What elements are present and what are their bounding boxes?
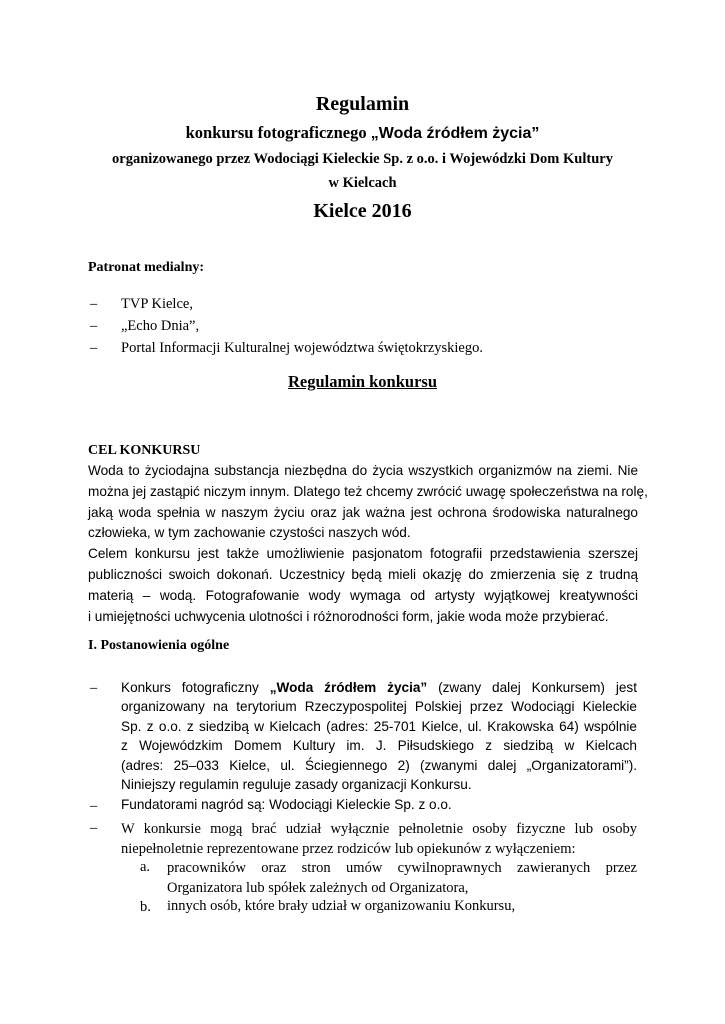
organizer-line-1: organizowanego przez Wodociągi Kieleckie Sp. z o.o. i Wojewódzki Dom Kultury [112, 151, 613, 167]
list-dash: – [90, 296, 98, 312]
list-dash: – [90, 798, 98, 814]
goal-heading: CEL KONKURSU [88, 443, 201, 458]
goal-line: Woda to życiodajna substancja niezbędna do życia wszystkich organizmów na ziemi. Nie [88, 463, 638, 478]
item1-suffix: (zwany dalej Konkursem) jest [427, 680, 637, 695]
list-dash: – [90, 820, 98, 836]
place-year: Kielce 2016 [313, 200, 412, 222]
general-item-1-line: (adres: 25–033 Kielce, ul. Ściegiennego 2) (zwanymi dalej „Organizatorami”). [121, 757, 637, 773]
general-item-1 [121, 678, 637, 794]
general-item-2: Fundatorami nagród są: Wodociągi Kieleckie Sp. z o.o. [121, 797, 452, 812]
list-dash: – [90, 318, 98, 334]
patronage-item: TVP Kielce, [121, 296, 193, 312]
goal-line: jaką woda spełnia w naszym życiu oraz jak ważna jest ochrona środowiska naturalnego [88, 504, 638, 520]
subitem-line: pracowników oraz stron umów cywilnoprawnych zawieranych przez [167, 860, 637, 876]
general-heading: I. Postanowienia ogólne [88, 638, 230, 653]
rules-title: Regulamin konkursu [287, 372, 437, 391]
goal-paragraph [88, 461, 648, 627]
patronage-item: „Echo Dnia”, [121, 318, 200, 334]
general-item-1-line: organizowany na terytorium Rzeczypospolitej Polskiej przez Wodociągi Kieleckie [121, 699, 637, 715]
general-item-1-line: Niniejszy regulamin reguluje zasady organizacji Konkursu. [121, 776, 472, 792]
general-item-1-line: z Wojewódzkim Domem Kultury im. J. Piłsudskiego z siedzibą w Kielcach [121, 738, 637, 754]
subitem-marker: b. [140, 899, 151, 915]
subitem-line: Organizatora lub spółek zależnych od Organizatora, [167, 880, 469, 896]
subitem-a [167, 858, 637, 898]
subtitle-prefix: konkursu fotograficznego [185, 123, 371, 142]
subitem-marker: a. [140, 859, 151, 875]
patronage-heading: Patronat medialny: [88, 260, 205, 275]
subitem-b: innych osób, które brały udział w organizowaniu Konkursu, [167, 898, 516, 914]
general-item-1-line: Sp. z o.o. z siedzibą w Kielcach (adres: 25-701 Kielce, ul. Krakowska 64) wspólnie [121, 718, 637, 734]
goal-line: człowieka, w tym zachowanie czystości naszych wód. [88, 525, 411, 541]
goal-line: można jej zastąpić niczym innym. Dlatego też chcemy zwrócić uwagę społeczeństwa na rolę, [88, 483, 648, 499]
goal-line: i umiejętności uchwycenia ulotności i różnorodności form, jakie woda może przybierać. [88, 608, 609, 624]
general-item-1-line [121, 678, 637, 697]
list-dash: – [90, 340, 98, 356]
goal-line: Celem konkursu jest także umożliwienie pasjonatom fotografii przedstawienia szerszej [88, 546, 638, 562]
document-title: Regulamin [315, 93, 410, 115]
document-subtitle [0, 123, 725, 143]
organizer-line-2: w Kielcach [328, 175, 397, 191]
general-item-3 [121, 819, 637, 859]
list-dash: – [90, 680, 98, 696]
general-item-3-line: W konkursie mogą brać udział wyłącznie pełnoletnie osoby fizyczne lub osoby [121, 821, 637, 837]
patronage-item: Portal Informacji Kulturalnej województwa świętokrzyskiego. [121, 340, 483, 356]
goal-line: materią – wodą. Fotografowanie wody wymaga od artysty wyjątkowej kreatywności [88, 587, 638, 603]
item1-prefix: Konkurs fotograficzny [121, 680, 270, 695]
general-item-3-line: niepełnoletnie reprezentowane przez rodziców lub opiekunów z wyłączeniem: [121, 841, 576, 857]
contest-name-inline: „Woda źródłem życia” [269, 680, 428, 695]
goal-line: publiczności swoich dokonań. Uczestnicy będą mieli okazję do zmierzenia się z trudną [88, 566, 638, 582]
contest-name: „Woda źródłem życia” [370, 125, 540, 142]
